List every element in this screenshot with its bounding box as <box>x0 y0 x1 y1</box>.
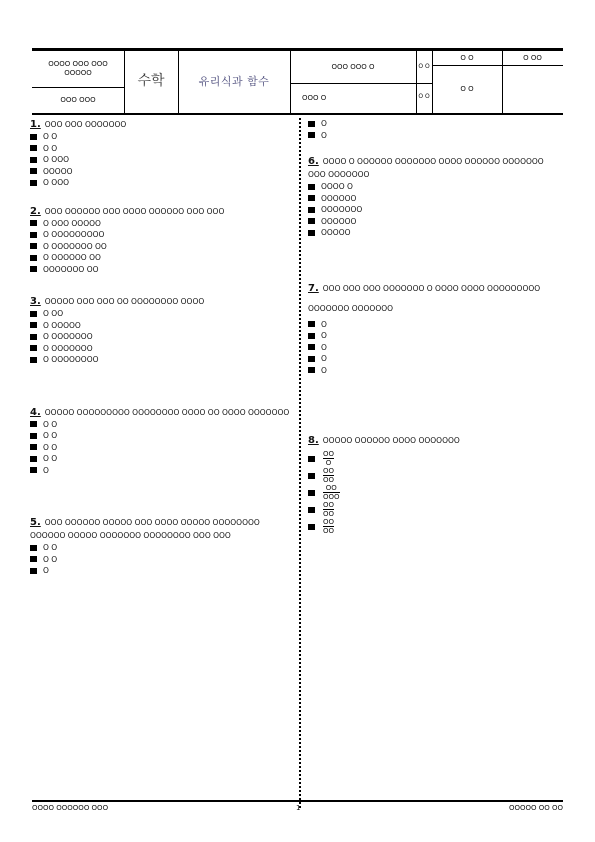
choice-text: O OOOOOOO <box>43 343 93 353</box>
question-number: 3. <box>30 296 41 307</box>
choice[interactable] <box>308 227 563 239</box>
choice-marker-icon <box>30 467 37 473</box>
choice[interactable] <box>30 331 292 343</box>
choice-marker-icon <box>308 356 315 362</box>
choice[interactable] <box>30 343 292 355</box>
choice[interactable] <box>308 118 563 130</box>
question-6 <box>308 155 563 239</box>
choice-marker-icon <box>308 195 315 201</box>
choice-text: O <box>321 354 327 363</box>
choice-marker-icon <box>308 367 315 373</box>
question-3 <box>30 295 292 366</box>
choice-text: O O <box>43 454 58 463</box>
choice[interactable] <box>308 330 563 342</box>
question-4 <box>30 406 292 477</box>
choice-text: O O <box>43 132 58 141</box>
grade-line: OOO OOO <box>60 95 96 104</box>
choice-marker-icon <box>30 266 37 272</box>
choice-text: O O <box>43 554 58 564</box>
choice[interactable] <box>308 342 563 354</box>
choice[interactable] <box>30 241 292 253</box>
choice-marker-icon <box>30 357 37 363</box>
choice[interactable] <box>30 554 292 566</box>
choice[interactable] <box>30 542 292 554</box>
question-text: OOOOO OOOOOO OOOO OOOOOOO <box>322 436 460 445</box>
col-header-2: O OO <box>523 53 542 62</box>
right-column <box>308 118 563 535</box>
choice-marker-icon <box>308 207 315 213</box>
fraction: $\frac{OO}{OO}$ <box>323 518 335 535</box>
choice-marker-icon <box>30 334 37 340</box>
choice-text: O OOOOOO OO <box>43 253 101 262</box>
choice-marker-icon <box>30 134 37 140</box>
choice-text: OO <box>323 501 335 509</box>
question-text: OOOOO OOOOOOOOO OOOOOOOO OOOO OO OOOO OOOOOOO <box>44 407 290 417</box>
choice[interactable] <box>30 143 292 155</box>
question-number: 8. <box>308 435 319 446</box>
choice-text: O O <box>43 543 58 552</box>
choice-marker-icon <box>30 311 37 317</box>
score-label: O O <box>460 84 474 93</box>
choice-text: OO <box>323 450 335 458</box>
choice[interactable] <box>308 501 563 518</box>
question-number: 7. <box>308 282 319 294</box>
choice-marker-icon <box>30 243 37 249</box>
choice-text: O OOO <box>43 178 69 187</box>
choice[interactable] <box>30 229 292 241</box>
choice-marker-icon <box>30 345 37 351</box>
question-number: 4. <box>30 406 41 418</box>
question-text: OOO OOO OOOOOOO <box>44 120 127 129</box>
question-1 <box>30 118 292 189</box>
footer-right: OOOOO OO OO <box>508 804 563 812</box>
choice-text: O O <box>43 143 58 153</box>
choice-text: O OOOOOOO <box>43 332 93 341</box>
choice-marker-icon <box>308 344 315 350</box>
choice-marker-icon <box>308 333 315 339</box>
choice[interactable] <box>30 465 292 477</box>
choice-text: O O <box>43 442 58 452</box>
question-2 <box>30 205 292 276</box>
question-text: OOO OOOOOO OOO OOOO OOOOOO OOO OOO <box>44 206 225 216</box>
choice-text: OOOOO <box>43 166 73 176</box>
fraction: $\frac{OO}{\text{OOO}}$ <box>323 484 340 501</box>
left-column <box>30 118 292 577</box>
choice-marker-icon <box>308 121 315 127</box>
choice-marker-icon <box>30 180 37 186</box>
fraction: $\frac{OO}{O}$ <box>323 450 335 467</box>
choice[interactable] <box>308 353 563 365</box>
school-name <box>32 53 124 85</box>
choice-text: O OOOOO <box>43 320 81 330</box>
choice[interactable] <box>308 319 563 331</box>
choice[interactable] <box>308 450 563 467</box>
choice-marker-icon <box>308 473 315 479</box>
choice-marker-icon <box>308 507 315 513</box>
choice[interactable] <box>308 518 563 535</box>
question-text: OOOOO OOO OOO OO OOOOOOOO OOOO <box>44 297 205 306</box>
choice-text: O <box>321 342 327 352</box>
choice-marker-icon <box>308 456 315 462</box>
question-text: OOO OOOOOO OOOOO OOO OOOO OOOOO OOOOOOOO OOOOOO OOOOO OOOOOOO OOOOOOOO OOO OOO <box>30 518 260 540</box>
choice-text: O <box>321 119 327 128</box>
question-5 <box>30 516 292 577</box>
choice-text: O OOOOOOOOO <box>43 230 105 239</box>
column-divider <box>299 118 301 808</box>
choice-text: O OO <box>43 309 64 318</box>
choice[interactable] <box>30 565 292 577</box>
choice[interactable] <box>308 365 563 377</box>
choice[interactable] <box>308 130 563 142</box>
school-line-1: OOOO OOO OOO <box>48 60 108 68</box>
choice-marker-icon <box>30 255 37 261</box>
choice[interactable] <box>30 154 292 166</box>
subject-label: 수학 <box>137 72 165 89</box>
side-label-a: O O <box>418 62 430 70</box>
question-8 <box>308 432 563 535</box>
choice-text: OO <box>323 467 335 475</box>
choice[interactable] <box>30 453 292 465</box>
choice-marker-icon <box>308 184 315 190</box>
choice-marker-icon <box>30 444 37 450</box>
choice[interactable] <box>308 181 563 193</box>
choice-text: O OOO OOOOO <box>43 218 101 228</box>
choice-text: O <box>321 130 327 140</box>
choice[interactable] <box>30 166 292 178</box>
footer-left: OOOO OOOOOO OOO <box>32 804 109 812</box>
exam-header <box>32 48 563 115</box>
choice-text: OOOOOO <box>321 216 357 226</box>
choice[interactable] <box>30 264 292 276</box>
question-number: 1. <box>30 119 41 130</box>
choice[interactable] <box>30 320 292 332</box>
choice-text: OO <box>323 518 335 526</box>
choice-text: OOOOOOO OO <box>43 264 99 274</box>
choice-text: O <box>321 319 327 329</box>
choice-marker-icon <box>30 433 37 439</box>
exam-title: OOO OOO O <box>331 62 375 71</box>
page-footer <box>32 800 563 814</box>
question-number: 2. <box>30 205 41 217</box>
choice-marker-icon <box>30 168 37 174</box>
choice[interactable] <box>30 252 292 264</box>
choice-marker-icon <box>30 421 37 427</box>
question-7 <box>308 279 563 377</box>
choice[interactable] <box>30 218 292 230</box>
choice-text: OOOOOO <box>321 193 357 203</box>
choice-marker-icon <box>30 322 37 328</box>
choice-text: O <box>321 331 327 340</box>
choice-marker-icon <box>30 456 37 462</box>
choice-marker-icon <box>308 490 315 496</box>
choice[interactable] <box>30 354 292 366</box>
choice-marker-icon <box>30 568 37 574</box>
choice[interactable] <box>308 216 563 228</box>
choice[interactable] <box>30 442 292 454</box>
choice-text: O <box>43 566 49 575</box>
exam-sub: OOO O <box>302 93 327 102</box>
choice[interactable] <box>308 204 563 216</box>
choice-marker-icon <box>308 230 315 236</box>
choice-marker-icon <box>30 220 37 226</box>
choice-text: O OOOOOOOO <box>43 355 99 364</box>
choice[interactable] <box>30 308 292 320</box>
choice-text: O OOOOOOO OO <box>43 241 107 251</box>
choice-text: O <box>321 365 327 375</box>
side-label-b: O O <box>418 92 430 100</box>
school-line-2: OOOOO <box>64 69 92 77</box>
choice-marker-icon <box>30 556 37 562</box>
question-number: 6. <box>308 156 319 167</box>
choice-text: OOOOOOO <box>321 205 363 214</box>
choice-marker-icon <box>308 218 315 224</box>
choice[interactable] <box>30 177 292 189</box>
choice[interactable] <box>308 193 563 205</box>
choice-marker-icon <box>30 545 37 551</box>
choice-marker-icon <box>30 145 37 151</box>
question-text: OOO OOO OOO OOOOOOO O OOOO OOOO OOOOOOOOO OOOOOOO OOOOOOO <box>308 283 541 313</box>
question-number: 5. <box>30 517 41 528</box>
question-5-continued <box>308 118 563 141</box>
choice-text: OOOO O <box>321 182 353 191</box>
choice[interactable] <box>308 484 563 501</box>
choice[interactable] <box>30 419 292 431</box>
choice-marker-icon <box>308 132 315 138</box>
fraction: $\frac{OO}{OO}$ <box>323 467 335 484</box>
unit-label: 유리식과 함수 <box>198 74 270 88</box>
choice-text: O OOO <box>43 155 69 164</box>
choice-text: O O <box>43 419 58 429</box>
choice[interactable] <box>308 467 563 484</box>
question-text: OOOO O OOOOOO OOOOOOO OOOO OOOOOO OOOOOOO OOO OOOOOOO <box>308 157 544 179</box>
choice[interactable] <box>30 430 292 442</box>
col-header-1: O O <box>460 53 474 62</box>
choice-marker-icon <box>308 524 315 530</box>
choice-text: OO <box>325 484 337 492</box>
choice-text: O <box>43 465 49 475</box>
choice-text: O O <box>43 431 58 440</box>
choice[interactable] <box>30 131 292 143</box>
fraction: $\frac{OO}{OO}$ <box>323 501 335 518</box>
page-number: 1 <box>296 804 301 812</box>
choice-marker-icon <box>30 157 37 163</box>
choice-text: OOOOO <box>321 228 351 237</box>
choice-marker-icon <box>308 321 315 327</box>
choice-marker-icon <box>30 232 37 238</box>
